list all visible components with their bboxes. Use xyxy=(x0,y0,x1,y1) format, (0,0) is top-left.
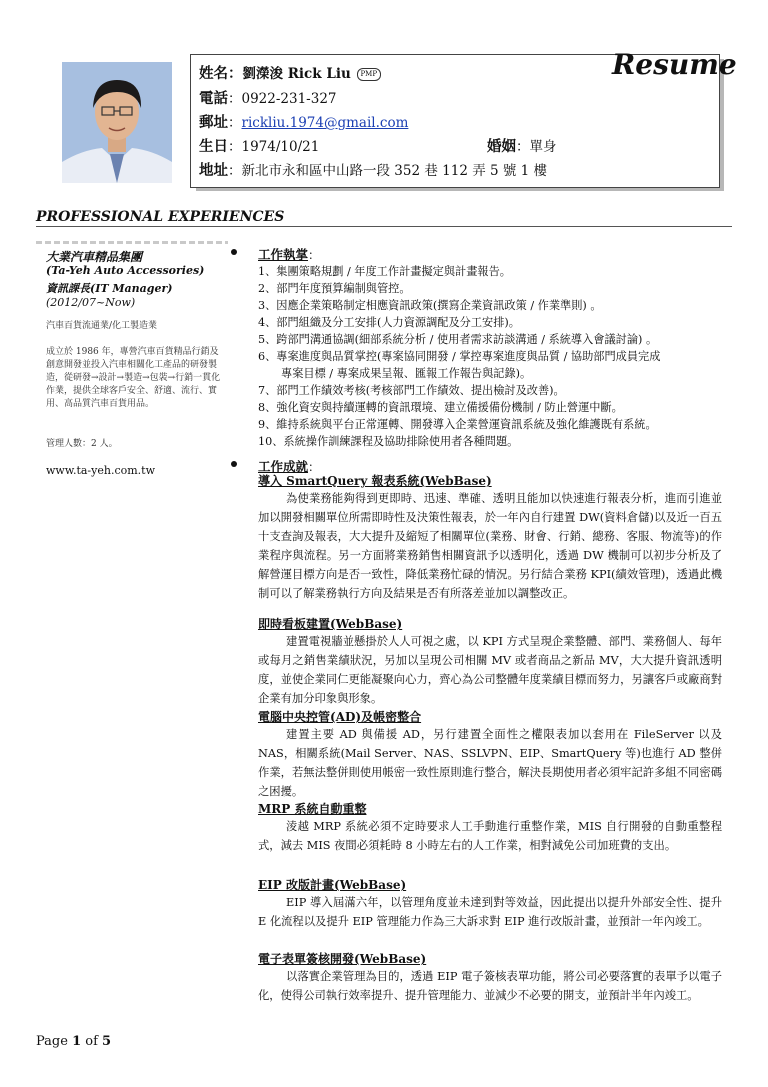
footer-page-total: 5 xyxy=(102,1034,112,1049)
company-staff: 管理人數：2 人。 xyxy=(46,439,118,449)
list-item: 10、系統操作訓練課程及協助排除使用者各種問題。 xyxy=(258,435,519,448)
address-value: 新北市永和區中山路一段 352 巷 112 弄 5 號 1 樓 xyxy=(241,163,548,179)
job-title: 資訊課長(IT Manager) xyxy=(46,282,173,295)
footer-prefix: Page xyxy=(36,1034,73,1049)
name-label: 姓名 xyxy=(199,65,228,82)
colon: ： xyxy=(228,91,242,107)
phone-value: 0922-231-327 xyxy=(241,91,337,107)
name-row xyxy=(199,65,381,83)
list-item: 2、部門年度預算編制與管控。 xyxy=(258,282,411,295)
project-title: EIP 改版計畫(WebBase) xyxy=(258,878,407,892)
list-item: 9、維持系統與平台正常運轉、開發導入企業營運資訊系統及強化維護既有系統。 xyxy=(258,418,657,431)
project-text: 淩越 MRP 系統必須不定時要求人工手動進行重整作業，MIS 自行開發的自動重整程式，減去 MIS 夜間必須耗時 8 小時左右的人工作業，相對減免公司加班費的支出。 xyxy=(258,820,722,852)
birth-row xyxy=(199,138,319,156)
company-website[interactable]: www.ta-yeh.com.tw xyxy=(46,464,155,477)
phone-row xyxy=(199,90,337,108)
company-description: 成立於 1986 年，專營汽車百貨精品行銷及創意開發並投入汽車相關化工產品的研發製造，從研發→設計→製造→包裝→行銷一貫化作業，提供全球客戶安全、舒適、流行、實用、高品質汽車百貨用品。 xyxy=(46,347,221,409)
project-block xyxy=(258,876,722,931)
marital-row xyxy=(487,138,557,156)
project-block xyxy=(258,950,722,1005)
duties-heading xyxy=(258,244,320,263)
duties-heading-colon: ： xyxy=(308,248,321,262)
project-block xyxy=(258,472,722,603)
colon: ： xyxy=(228,115,242,131)
phone-label: 電話 xyxy=(199,90,228,107)
list-item: 8、強化資安與持續運轉的資訊環境、建立備援備份機制 / 防止營運中斷。 xyxy=(258,401,623,414)
colon: ： xyxy=(228,65,243,82)
bullet-icon xyxy=(231,249,237,255)
footer-middle: of xyxy=(81,1034,103,1049)
marital-value: 單身 xyxy=(529,139,557,155)
achievements-heading-colon: ： xyxy=(308,460,321,474)
colon: ： xyxy=(228,163,242,179)
project-block xyxy=(258,800,722,855)
profile-photo xyxy=(62,62,172,183)
company-name: 大業汽車精品集團 xyxy=(46,250,143,264)
project-title: 電子表單簽核開發(WebBase) xyxy=(258,952,427,966)
colon: ： xyxy=(228,139,242,155)
list-item: 6、專案進度與品質掌控(專案協同開發 / 掌控專案進度與品質 / 協助部門成員完成 xyxy=(258,350,661,363)
duties-list xyxy=(258,263,728,450)
dashed-divider xyxy=(36,241,228,244)
pmp-logo-icon: PMP xyxy=(357,68,381,81)
birth-value: 1974/10/21 xyxy=(241,139,320,155)
resume-title: Resume xyxy=(612,48,737,81)
section-title: PROFESSIONAL EXPERIENCES xyxy=(36,209,285,225)
section-divider xyxy=(36,226,732,227)
list-item: 4、部門組織及分工安排(人力資源調配及分工安排)。 xyxy=(258,316,520,329)
company-name-en: (Ta-Yeh Auto Accessories) xyxy=(46,264,205,277)
project-text: 建置電視牆並懸掛於人人可視之處，以 KPI 方式呈現企業整體、部門、業務個人、每年或每月之銷售業績狀況，另加以呈現公司相關 MV 或者商品之新品 MV，大大提升資訊透明度，並使企業同仁更能凝聚向心力，齊心為公司整體年度業績目標而努力，另讓客戶或廠商對企業有加分印象與形象。 xyxy=(258,635,722,705)
bullet-icon xyxy=(231,461,237,467)
project-title: 電腦中央控管(AD)及帳密整合 xyxy=(258,710,422,724)
project-block xyxy=(258,615,722,708)
company-industry: 汽車百貨流通業/化工製造業 xyxy=(46,321,158,331)
list-item: 3、因應企業策略制定相應資訊政策(撰寫企業資訊政策 / 作業準則) 。 xyxy=(258,299,602,312)
project-text: 為使業務能夠得到更即時、迅速、準確、透明且能加以快速進行報表分析，進而引進並加以開發相關單位所需即時性及決策性報表，於一年內自行建置 DW(資料倉儲)以及近一百五十支查詢及報表，大大提升及縮短了相關單位(業務、財會、行銷、總務、客服、物流等)的作業程序與流程。另一方面將業務銷售相關資訊予以透明化，透過 DW 機制可以初步分析及了解營運目標方向是否一致性，降低業務忙碌的情況。另行結合業務 KPI(績效管理)，透過此機制可以了解業務執行方向及結果是否有所落差並加以調整改正。 xyxy=(258,492,722,600)
project-block xyxy=(258,708,722,801)
email-link[interactable]: rickliu.1974@gmail.com xyxy=(241,115,409,131)
project-text: 以落實企業管理為目的，透過 EIP 電子簽核表單功能，將公司必要落實的表單予以電子化，使得公司執行效率提升、提升管理能力、並減少不必要的開支，並預計半年內竣工。 xyxy=(258,970,722,1002)
footer-page-number: 1 xyxy=(72,1034,82,1049)
project-title: MRP 系統自動重整 xyxy=(258,802,367,816)
project-title: 導入 SmartQuery 報表系統(WebBase) xyxy=(258,474,492,488)
project-text: EIP 導入屆滿六年，以管理角度並未達到對等效益，因此提出以提升外部安全性、提升 E 化流程以及提升 EIP 管理能力作為三大訴求對 EIP 進行改版計畫，並預計一年內竣工。 xyxy=(258,896,722,928)
project-title: 即時看板建置(WebBase) xyxy=(258,617,403,631)
address-row xyxy=(199,162,547,180)
name-value: 劉濚浚 Rick Liu xyxy=(242,66,351,82)
project-text: 建置主要 AD 與備援 AD，另行建置全面性之權限表加以套用在 FileServer 以及 NAS，相關系統(Mail Server、NAS、SSLVPN、EIP、SmartQuery 等)也進行 AD 整併作業，若無法整併則使用帳密一致性原則進行整合，解決長期使用者必須牢記許多組不同密碼之困擾。 xyxy=(258,728,722,798)
birth-label: 生日 xyxy=(199,138,228,155)
list-item: 7、部門工作績效考核(考核部門工作績效、提出檢討及改善)。 xyxy=(258,384,565,397)
address-label: 地址 xyxy=(199,162,228,179)
email-row xyxy=(199,114,408,132)
email-label: 郵址 xyxy=(199,114,228,131)
duties-heading-text: 工作執掌 xyxy=(258,247,309,262)
job-period: (2012/07~Now) xyxy=(46,296,136,309)
list-item: 5、跨部門溝通協調(細部系統分析 / 使用者需求訪談溝通 / 系統導入會議討論) 。 xyxy=(258,333,658,346)
marital-label: 婚姻 xyxy=(487,138,516,155)
colon: ： xyxy=(516,139,530,155)
list-item: 1、集團策略規劃 / 年度工作計畫擬定與計畫報告。 xyxy=(258,265,511,278)
list-item: 專案目標 / 專案成果呈報、匯報工作報告與記錄)。 xyxy=(281,367,532,380)
achievements-heading-text: 工作成就 xyxy=(258,459,309,474)
page-footer xyxy=(36,1034,111,1049)
